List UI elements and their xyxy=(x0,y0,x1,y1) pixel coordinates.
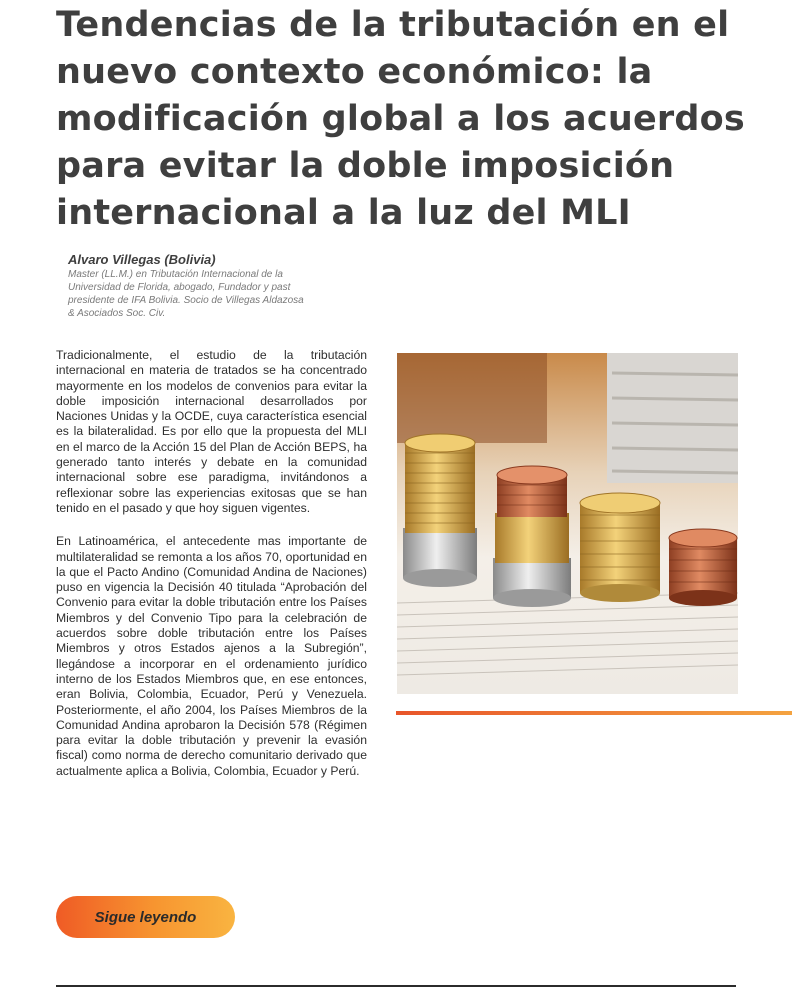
footer-divider xyxy=(56,985,736,987)
title-line: internacional a la luz del MLI xyxy=(56,193,631,233)
author-bio-line: Master (LL.M.) en Tributación Internacional de la xyxy=(68,269,283,280)
coins-stack-photo xyxy=(397,353,738,694)
continue-reading-button[interactable]: Sigue leyendo xyxy=(56,896,235,938)
author-name: Alvaro Villegas (Bolivia) xyxy=(68,252,216,267)
author-bio-line: Universidad de Florida, abogado, Fundador y past xyxy=(68,282,291,293)
article-title xyxy=(56,2,776,237)
body-paragraph: Tradicionalmente, el estudio de la tributación internacional en materia de tratados se ha concentrado mayormente en los modelos de convenios para evitar la doble imposición internacional desarrollados por Naciones Unidas y la OCDE, cuya característica esencial es la bilateralidad. Es por ello que la propuesta del MLI en el marco de la Acción 15 del Plan de Acción BEPS, ha generado tanto interés y debate en la comunidad internacional sobre ese paradigma, invitándonos a reflexionar sobre las experiencias exitosas que se han tenido en el pasado y que hoy siguen vigentes. xyxy=(56,348,367,515)
title-line: para evitar la doble imposición xyxy=(56,146,675,186)
author-bio xyxy=(68,268,358,320)
body-paragraph: En Latinoamérica, el antecedente mas importante de multilateralidad se remonta a los años 70, oportunidad en la que el Pacto Andino (Comunidad Andina de Naciones) puso en vigencia la Decisión 40 titulada “Aprobación del Convenio para evitar la doble tributación entre los Países Miembros y del Convenio Tipo para la celebración de acuerdos sobre doble tributación entre los Países Miembros y otros Estados ajenos a la Subregión”, llegándose a incorporar en el ordenamiento jurídico interno de los Estados Miembros que, en ese entonces, eran Bolivia, Colombia, Ecuador, Perú y Venezuela. Posteriormente, el año 2004, los Países Miembros de la Comunidad Andina aprobaron la Decisión 578 (Régimen para evitar la doble tributación y prevenir la evasión fiscal) como norma de derecho comunitario derivado que actualmente aplica a Bolivia, Colombia, Ecuador y Perú. xyxy=(56,534,367,778)
article-body xyxy=(56,348,367,797)
title-line: modificación global a los acuerdos xyxy=(56,99,745,139)
author-bio-line: & Asociados Soc. Civ. xyxy=(68,308,166,319)
title-line: Tendencias de la tributación en el xyxy=(56,5,730,45)
coins-illustration xyxy=(397,353,738,694)
accent-divider xyxy=(396,711,792,715)
author-bio-line: presidente de IFA Bolivia. Socio de Villegas Aldazosa xyxy=(68,295,304,306)
title-line: nuevo contexto económico: la xyxy=(56,52,653,92)
